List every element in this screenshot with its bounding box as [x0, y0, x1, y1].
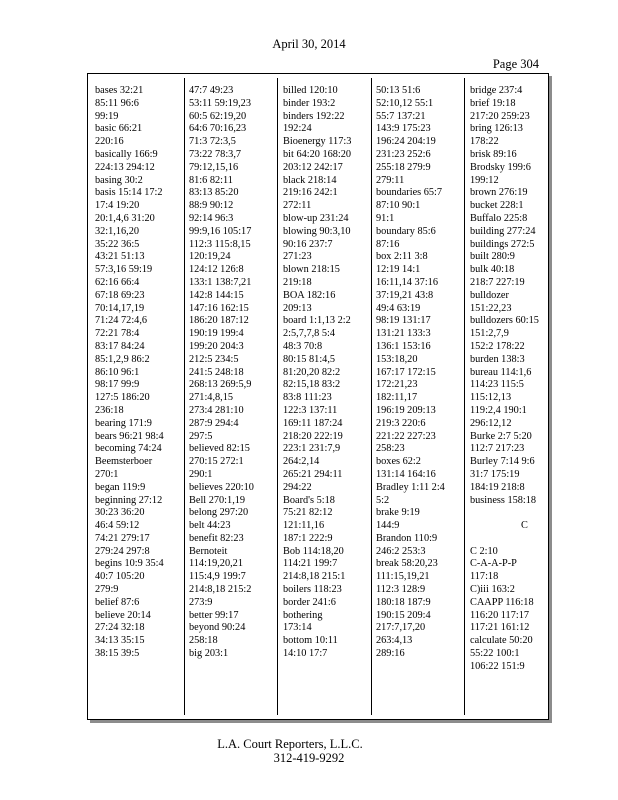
index-entry: 121:11,16 — [283, 520, 325, 532]
index-entry: 271:4,8,15 — [189, 392, 234, 404]
index-entry: 98:17 99:9 — [95, 379, 140, 391]
index-entry — [470, 507, 539, 520]
index-entry: Beemsterboer — [95, 456, 153, 468]
index-entry: boundary 85:6 — [376, 225, 436, 237]
index-entry: 187:1 222:9 — [283, 532, 333, 544]
index-entry: 287:9 294:4 — [189, 417, 239, 429]
index-column-2 — [189, 85, 254, 661]
index-entry: 43:21 51:13 — [95, 251, 145, 263]
index-entry: 116:20 117:17 — [470, 609, 530, 621]
index-entry: 241:5 248:18 — [189, 366, 244, 378]
index-entry: 115:12,13 — [470, 392, 512, 404]
index-entry: black 218:14 — [283, 174, 337, 186]
index-entry: 112:3 115:8,15 — [189, 238, 251, 250]
page-number: Page 304 — [492, 57, 539, 71]
index-entry: belong 297:20 — [189, 507, 249, 519]
index-entry: 131:14 164:16 — [376, 468, 436, 480]
index-entry: 218:7 227:19 — [470, 276, 525, 288]
index-entry: 55:7 137:21 — [376, 110, 426, 122]
index-entry: believes 220:10 — [189, 481, 254, 493]
index-entry: 85:1,2,9 86:2 — [95, 353, 150, 365]
index-entry: C)iii 163:2 — [470, 584, 515, 596]
index-column-5 — [470, 85, 539, 674]
index-entry: 87:16 — [376, 238, 400, 250]
index-entry: bureau 114:1,6 — [470, 366, 532, 378]
index-entry: 270:15 272:1 — [189, 456, 244, 468]
index-entry: 214:8,18 215:2 — [189, 584, 252, 596]
index-entry: believe 20:14 — [95, 609, 151, 621]
index-entry: 133:1 138:7,21 — [189, 276, 252, 288]
index-entry: better 99:17 — [189, 609, 239, 621]
index-entry: 32:1,16,20 — [95, 225, 140, 237]
index-entry: break 58:20,23 — [376, 558, 438, 570]
index-entry: 290:1 — [189, 468, 213, 480]
index-entry: 224:13 294:12 — [95, 161, 155, 173]
index-entry: 79:12,15,16 — [189, 161, 239, 173]
index-entry: 91:1 — [376, 212, 395, 224]
index-entry: 90:16 237:7 — [283, 238, 333, 250]
index-entry: 114:19,20,21 — [189, 558, 243, 570]
index-entry: brown 276:19 — [470, 187, 528, 199]
index-entry: boundaries 65:7 — [376, 187, 443, 199]
index-entry: 196:24 204:19 — [376, 136, 436, 148]
index-entry: 70:14,17,19 — [95, 302, 145, 314]
index-entry: 49:4 63:19 — [376, 302, 421, 314]
index-entry: 136:1 153:16 — [376, 340, 431, 352]
index-entry: beyond 90:24 — [189, 622, 246, 634]
index-entry: Burke 2:7 5:20 — [470, 430, 532, 442]
index-entry: 263:4,13 — [376, 635, 413, 647]
index-entry: 268:13 269:5,9 — [189, 379, 252, 391]
index-entry: 199:20 204:3 — [189, 340, 244, 352]
index-entry: 151:22,23 — [470, 302, 512, 314]
index-entry: 88:9 90:12 — [189, 200, 234, 212]
index-entry: 147:16 162:15 — [189, 302, 249, 314]
index-entry: 83:8 111:23 — [283, 392, 332, 404]
index-entry: 219:3 220:6 — [376, 417, 426, 429]
index-entry: 99:19 — [95, 110, 119, 122]
index-entry: BOA 182:16 — [283, 289, 336, 301]
index-entry: 258:23 — [376, 443, 405, 455]
index-entry: 180:18 187:9 — [376, 596, 431, 608]
index-entry: bridge 237:4 — [470, 85, 523, 96]
index-entry: 71:3 72:3,5 — [189, 136, 236, 148]
index-entry: 279:24 297:8 — [95, 545, 150, 557]
index-entry: 294:22 — [283, 481, 312, 493]
index-entry: benefit 82:23 — [189, 532, 244, 544]
index-entry: 114:23 115:5 — [470, 379, 524, 391]
index-entry: basic 66:21 — [95, 123, 143, 135]
index-entry: 236:18 — [95, 404, 124, 416]
index-entry: 114:21 199:7 — [283, 558, 338, 570]
index-entry: blow-up 231:24 — [283, 212, 349, 224]
index-entry: boxes 62:2 — [376, 456, 421, 468]
index-entry: 30:23 36:20 — [95, 507, 145, 519]
index-entry: 27:24 32:18 — [95, 622, 145, 634]
index-entry: 38:15 39:5 — [95, 648, 140, 660]
index-entry: beginning 27:12 — [95, 494, 163, 506]
index-entry — [470, 533, 539, 546]
index-entry: 217:20 259:23 — [470, 110, 530, 122]
index-entry: 220:16 — [95, 136, 124, 148]
index-entry: 85:11 96:6 — [95, 97, 139, 109]
index-entry: brief 19:18 — [470, 97, 516, 109]
index-entry: bulldozer — [470, 289, 509, 301]
index-entry: 82:15,18 83:2 — [283, 379, 341, 391]
index-entry: 203:12 242:17 — [283, 161, 343, 173]
index-entry: bucket 228:1 — [470, 200, 524, 212]
index-entry: 64:6 70:16,23 — [189, 123, 247, 135]
index-entry: 119:2,4 190:1 — [470, 404, 527, 416]
index-entry: Brandon 110:9 — [376, 532, 438, 544]
index-entry: 264:2,14 — [283, 456, 320, 468]
index-entry: 231:23 252:6 — [376, 148, 431, 160]
index-entry: 31:7 175:19 — [470, 468, 520, 480]
index-entry: 16:11,14 37:16 — [376, 276, 438, 288]
index-entry: 218:20 222:19 — [283, 430, 343, 442]
index-entry: 297:5 — [189, 430, 213, 442]
index-entry: 167:17 172:15 — [376, 366, 436, 378]
index-entry: 14:10 17:7 — [283, 648, 328, 660]
index-entry: Board's 5:18 — [283, 494, 335, 506]
index-entry: basis 15:14 17:2 — [95, 187, 163, 199]
index-entry: Brodsky 199:6 — [470, 161, 531, 173]
index-entry: belief 87:6 — [95, 596, 140, 608]
index-entry: belt 44:23 — [189, 520, 231, 532]
index-column-3 — [283, 85, 351, 661]
index-entry: 111:15,19,21 — [376, 571, 430, 583]
index-entry: 131:21 133:3 — [376, 328, 431, 340]
index-entry: 186:20 187:12 — [189, 315, 249, 327]
index-entry: binders 192:22 — [283, 110, 345, 122]
index-entry: 72:21 78:4 — [95, 328, 140, 340]
index-entry: 34:13 35:15 — [95, 635, 145, 647]
index-entry: bulk 40:18 — [470, 264, 515, 276]
index-entry: 273:4 281:10 — [189, 404, 244, 416]
index-entry: 71:24 72:4,6 — [95, 315, 148, 327]
index-entry: 255:18 279:9 — [376, 161, 431, 173]
index-entry: basing 30:2 — [95, 174, 143, 186]
index-entry: 184:19 218:8 — [470, 481, 525, 493]
index-entry: big 203:1 — [189, 648, 229, 660]
index-entry: 182:11,17 — [376, 392, 418, 404]
index-entry: 92:14 96:3 — [189, 212, 234, 224]
index-entry: 50:13 51:6 — [376, 85, 421, 96]
index-entry: 173:14 — [283, 622, 312, 634]
index-entry: 73:22 78:3,7 — [189, 148, 242, 160]
index-entry: 57:3,16 59:19 — [95, 264, 153, 276]
index-entry: 221:22 227:23 — [376, 430, 436, 442]
index-entry: 81:6 82:11 — [189, 174, 233, 186]
index-entry: 124:12 126:8 — [189, 264, 244, 276]
index-entry: Bradley 1:11 2:4 — [376, 481, 445, 493]
index-entry: 35:22 36:5 — [95, 238, 140, 250]
index-entry: bears 96:21 98:4 — [95, 430, 164, 442]
index-entry: 273:9 — [189, 596, 213, 608]
index-entry: 99:9,16 105:17 — [189, 225, 252, 237]
index-entry: board 1:1,13 2:2 — [283, 315, 351, 327]
index-entry: 219:18 — [283, 276, 312, 288]
index-entry: 47:7 49:23 — [189, 85, 234, 96]
index-entry: 75:21 82:12 — [283, 507, 333, 519]
index-entry: calculate 50:20 — [470, 635, 533, 647]
index-entry: 37:19,21 43:8 — [376, 289, 434, 301]
index-entry: 117:21 161:12 — [470, 622, 530, 634]
index-entry: 5:2 — [376, 494, 390, 506]
index-entry: 115:4,9 199:7 — [189, 571, 246, 583]
index-entry: Bernoteit — [189, 545, 228, 557]
index-entry: 112:7 217:23 — [470, 443, 525, 455]
index-entry: 214:8,18 215:1 — [283, 571, 346, 583]
index-entry: 62:16 66:4 — [95, 276, 140, 288]
index-entry: 80:15 81:4,5 — [283, 353, 336, 365]
index-entry: begins 10:9 35:4 — [95, 558, 164, 570]
index-entry: 46:4 59:12 — [95, 520, 140, 532]
index-entry: 279:11 — [376, 174, 405, 186]
footer-company: L.A. Court Reporters, L.L.C. — [217, 737, 363, 751]
index-entry: business 158:18 — [470, 494, 537, 506]
index-entry: began 119:9 — [95, 481, 146, 493]
index-entry: 122:3 137:11 — [283, 404, 338, 416]
index-entry: billed 120:10 — [283, 85, 338, 96]
index-entry: Bioenergy 117:3 — [283, 136, 352, 148]
index-entry: 199:12 — [470, 174, 499, 186]
index-entry: bases 32:21 — [95, 85, 144, 96]
index-entry: 74:21 279:17 — [95, 532, 150, 544]
index-entry: 192:24 — [283, 123, 312, 135]
index-entry: 223:1 231:7,9 — [283, 443, 341, 455]
index-box — [87, 73, 549, 720]
index-entry: 106:22 151:9 — [470, 660, 525, 672]
index-entry: Bell 270:1,19 — [189, 494, 246, 506]
column-divider — [464, 78, 465, 715]
index-column-1 — [95, 85, 164, 661]
index-entry: 196:19 209:13 — [376, 404, 436, 416]
index-entry: C 2:10 — [470, 545, 498, 557]
index-entry: C — [521, 520, 528, 532]
column-divider — [184, 78, 185, 715]
column-divider — [371, 78, 372, 715]
index-entry: 289:16 — [376, 648, 405, 660]
index-entry: 178:22 — [470, 136, 499, 148]
index-entry: bulldozers 60:15 — [470, 315, 539, 327]
index-entry: 169:11 187:24 — [283, 417, 343, 429]
index-entry: 83:17 84:24 — [95, 340, 145, 352]
column-divider — [277, 78, 278, 715]
index-entry: 142:8 144:15 — [189, 289, 244, 301]
index-entry: 190:19 199:4 — [189, 328, 244, 340]
index-entry: border 241:6 — [283, 596, 336, 608]
index-entry: 86:10 96:1 — [95, 366, 140, 378]
index-entry: 246:2 253:3 — [376, 545, 426, 557]
index-entry: 17:4 19:20 — [95, 200, 140, 212]
index-entry: blowing 90:3,10 — [283, 225, 351, 237]
index-entry: 271:23 — [283, 251, 312, 263]
index-entry: 209:13 — [283, 302, 312, 314]
index-entry: brisk 89:16 — [470, 148, 517, 160]
index-entry: 190:15 209:4 — [376, 609, 431, 621]
index-entry: 52:10,12 55:1 — [376, 97, 434, 109]
index-entry: 55:22 100:1 — [470, 648, 520, 660]
index-entry: 212:5 234:5 — [189, 353, 239, 365]
index-entry: box 2:11 3:8 — [376, 251, 428, 263]
index-entry: 144:9 — [376, 520, 400, 532]
index-entry: bit 64:20 168:20 — [283, 148, 352, 160]
index-entry: brake 9:19 — [376, 507, 420, 519]
index-entry: 120:19,24 — [189, 251, 231, 263]
index-entry: 98:19 131:17 — [376, 315, 431, 327]
index-entry: 279:9 — [95, 584, 119, 596]
index-entry: 217:7,17,20 — [376, 622, 426, 634]
index-entry: 143:9 175:23 — [376, 123, 431, 135]
index-entry: 265:21 294:11 — [283, 468, 343, 480]
index-column-4 — [376, 85, 445, 661]
index-entry: bearing 171:9 — [95, 417, 152, 429]
index-entry: 2:5,7,7,8 5:4 — [283, 328, 336, 340]
index-entry: 81:20,20 82:2 — [283, 366, 341, 378]
index-entry: building 277:24 — [470, 225, 536, 237]
index-entry: buildings 272:5 — [470, 238, 535, 250]
index-entry: binder 193:2 — [283, 97, 336, 109]
index-entry: bring 126:13 — [470, 123, 523, 135]
index-entry: 153:18,20 — [376, 353, 418, 365]
index-entry: 272:11 — [283, 200, 312, 212]
index-entry: built 280:9 — [470, 251, 515, 263]
index-entry: 87:10 90:1 — [376, 200, 421, 212]
index-entry: 53:11 59:19,23 — [189, 97, 251, 109]
index-entry: burden 138:3 — [470, 353, 525, 365]
index-entry: CAAPP 116:18 — [470, 596, 534, 608]
index-entry: 258:18 — [189, 635, 218, 647]
index-entry: 117:18 — [470, 571, 499, 583]
index-entry: Burley 7:14 9:6 — [470, 456, 535, 468]
index-entry: 127:5 186:20 — [95, 392, 150, 404]
index-entry: blown 218:15 — [283, 264, 340, 276]
index-entry: bottom 10:11 — [283, 635, 338, 647]
index-entry: 270:1 — [95, 468, 119, 480]
index-entry: 67:18 69:23 — [95, 289, 145, 301]
index-entry: C-A-A-P-P — [470, 558, 517, 570]
index-entry: 83:13 85:20 — [189, 187, 239, 199]
index-entry: 12:19 14:1 — [376, 264, 421, 276]
index-entry: Bob 114:18,20 — [283, 545, 344, 557]
index-entry: Buffalo 225:8 — [470, 212, 528, 224]
footer-phone: 312-419-9292 — [273, 751, 345, 765]
index-entry: bothering — [283, 609, 323, 621]
index-entry: 296:12,12 — [470, 417, 512, 429]
page-date: April 30, 2014 — [272, 37, 346, 51]
index-entry: 152:2 178:22 — [470, 340, 525, 352]
index-entry: 112:3 128:9 — [376, 584, 426, 596]
index-entry: 60:5 62:19,20 — [189, 110, 247, 122]
index-entry: basically 166:9 — [95, 148, 158, 160]
index-entry: 48:3 70:8 — [283, 340, 323, 352]
index-entry: boilers 118:23 — [283, 584, 342, 596]
index-entry: 172:21,23 — [376, 379, 418, 391]
index-entry: 151:2,7,9 — [470, 328, 509, 340]
index-entry: 20:1,4,6 31:20 — [95, 212, 155, 224]
index-entry: believed 82:15 — [189, 443, 250, 455]
index-entry: becoming 74:24 — [95, 443, 162, 455]
index-entry: 219:16 242:1 — [283, 187, 338, 199]
index-entry: 40:7 105:20 — [95, 571, 145, 583]
